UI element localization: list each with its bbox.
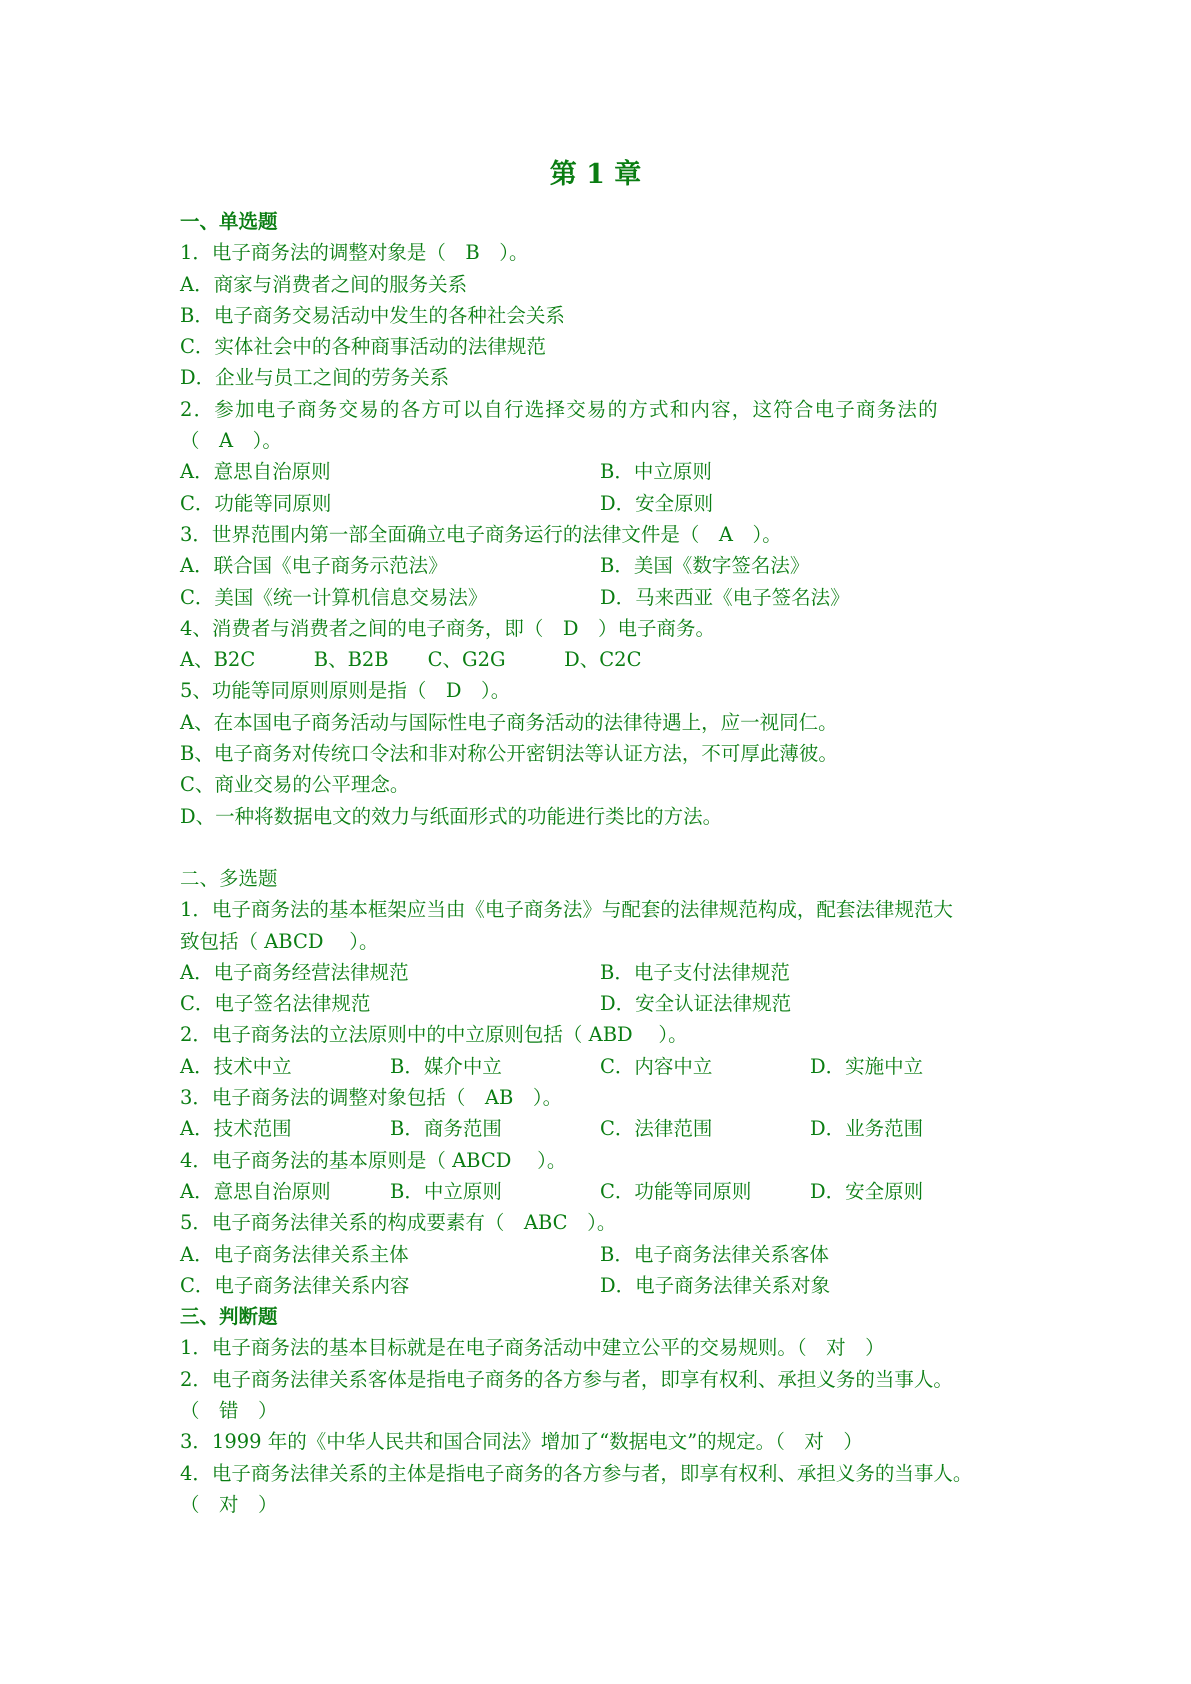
question-stem: 3．世界范围内第一部全面确立电子商务运行的法律文件是（ A ）。 bbox=[180, 522, 782, 546]
option: A．意思自治原则 bbox=[180, 460, 331, 484]
question-answer: （ 错 ） bbox=[180, 1398, 278, 1422]
option: A．技术范围 bbox=[180, 1117, 292, 1141]
option: C．电子商务法律关系内容 bbox=[180, 1273, 410, 1297]
option-row bbox=[180, 988, 1020, 1019]
option-row bbox=[180, 550, 1020, 581]
option: C．功能等同原则 bbox=[180, 491, 332, 515]
option: C．电子签名法律规范 bbox=[180, 992, 371, 1016]
option-row bbox=[180, 1113, 1020, 1144]
option: A．联合国《电子商务示范法》 bbox=[180, 554, 448, 578]
option: C．功能等同原则 bbox=[600, 1179, 752, 1203]
option: A．电子商务法律关系主体 bbox=[180, 1242, 409, 1266]
question-stem-continued: 致包括（ ABCD ）。 bbox=[180, 929, 379, 953]
question-stem: 3．电子商务法的调整对象包括（ AB ）。 bbox=[180, 1086, 563, 1110]
content bbox=[180, 206, 1020, 1520]
option-row: A、B2C B、B2B C、G2G D、C2C bbox=[180, 648, 642, 672]
question-stem: 5、功能等同原则原则是指（ D ）。 bbox=[180, 679, 511, 703]
option-row bbox=[180, 1239, 1020, 1270]
option: C、商业交易的公平理念。 bbox=[180, 773, 410, 797]
option-row bbox=[180, 1176, 1020, 1207]
option: A．商家与消费者之间的服务关系 bbox=[180, 272, 468, 296]
option-row bbox=[180, 456, 1020, 487]
option: D、一种将数据电文的效力与纸面形式的功能进行类比的方法。 bbox=[180, 804, 723, 828]
option: B．电子支付法律规范 bbox=[600, 960, 790, 984]
option: B．电子商务法律关系客体 bbox=[600, 1242, 829, 1266]
option: D．安全原则 bbox=[810, 1179, 924, 1203]
option: D．企业与员工之间的劳务关系 bbox=[180, 366, 450, 390]
option: C．美国《统一计算机信息交易法》 bbox=[180, 585, 488, 609]
question-stem-continued: （ A ）。 bbox=[180, 429, 282, 453]
section-heading-multiple-choice: 二、多选题 bbox=[180, 866, 278, 890]
option: D．安全原则 bbox=[600, 491, 714, 515]
option: A．意思自治原则 bbox=[180, 1179, 331, 1203]
option: C．法律范围 bbox=[600, 1117, 713, 1141]
option: C．实体社会中的各种商事活动的法律规范 bbox=[180, 335, 546, 359]
option: B．美国《数字签名法》 bbox=[600, 554, 810, 578]
option: B．中立原则 bbox=[600, 460, 712, 484]
option: D．业务范围 bbox=[810, 1117, 924, 1141]
option: B．中立原则 bbox=[390, 1179, 502, 1203]
question-stem: 1．电子商务法的基本目标就是在电子商务活动中建立公平的交易规则。（ 对 ） bbox=[180, 1336, 885, 1360]
option: B．媒介中立 bbox=[390, 1054, 502, 1078]
question-stem: 5．电子商务法律关系的构成要素有（ ABC ）。 bbox=[180, 1211, 617, 1235]
question-stem: 2．参加电子商务交易的各方可以自行选择交易的方式和内容，这符合电子商务法的 bbox=[180, 397, 939, 421]
option-row bbox=[180, 582, 1020, 613]
option: B．商务范围 bbox=[390, 1117, 502, 1141]
option-row bbox=[180, 1051, 1020, 1082]
option: A．技术中立 bbox=[180, 1054, 292, 1078]
question-stem: 2．电子商务法的立法原则中的中立原则包括（ ABD ）。 bbox=[180, 1023, 688, 1047]
option: C．内容中立 bbox=[600, 1054, 713, 1078]
section-heading-true-false: 三、判断题 bbox=[180, 1305, 278, 1329]
question-stem: 1．电子商务法的基本框架应当由《电子商务法》与配套的法律规范构成，配套法律规范大 bbox=[180, 898, 953, 922]
option: A、在本国电子商务活动与国际性电子商务活动的法律待遇上，应一视同仁。 bbox=[180, 710, 838, 734]
question-stem: 1．电子商务法的调整对象是（ B ）。 bbox=[180, 241, 529, 265]
question-answer: （ 对 ） bbox=[180, 1492, 278, 1516]
section-heading-single-choice: 一、单选题 bbox=[180, 210, 278, 233]
question-stem: 4．电子商务法律关系的主体是指电子商务的各方参与者，即享有权利、承担义务的当事人。 bbox=[180, 1461, 973, 1485]
option: D．实施中立 bbox=[810, 1054, 924, 1078]
option-row bbox=[180, 957, 1020, 988]
option: B、电子商务对传统口令法和非对称公开密钥法等认证方法，不可厚此薄彼。 bbox=[180, 742, 838, 766]
question-stem: 3．1999 年的《中华人民共和国合同法》增加了“数据电文”的规定。（ 对 ） bbox=[180, 1430, 863, 1454]
option: D．马来西亚《电子签名法》 bbox=[600, 585, 850, 609]
question-stem: 4、消费者与消费者之间的电子商务，即（ D ）电子商务。 bbox=[180, 616, 716, 640]
question-stem: 2．电子商务法律关系客体是指电子商务的各方参与者，即享有权利、承担义务的当事人。 bbox=[180, 1367, 953, 1391]
option: D．安全认证法律规范 bbox=[600, 992, 792, 1016]
option: D．电子商务法律关系对象 bbox=[600, 1273, 831, 1297]
question-stem: 4．电子商务法的基本原则是（ ABCD ）。 bbox=[180, 1148, 567, 1172]
option-row bbox=[180, 1270, 1020, 1301]
option: B．电子商务交易活动中发生的各种社会关系 bbox=[180, 303, 565, 327]
chapter-title: 第 1 章 bbox=[549, 159, 642, 190]
option-row bbox=[180, 488, 1020, 519]
option: A．电子商务经营法律规范 bbox=[180, 960, 409, 984]
